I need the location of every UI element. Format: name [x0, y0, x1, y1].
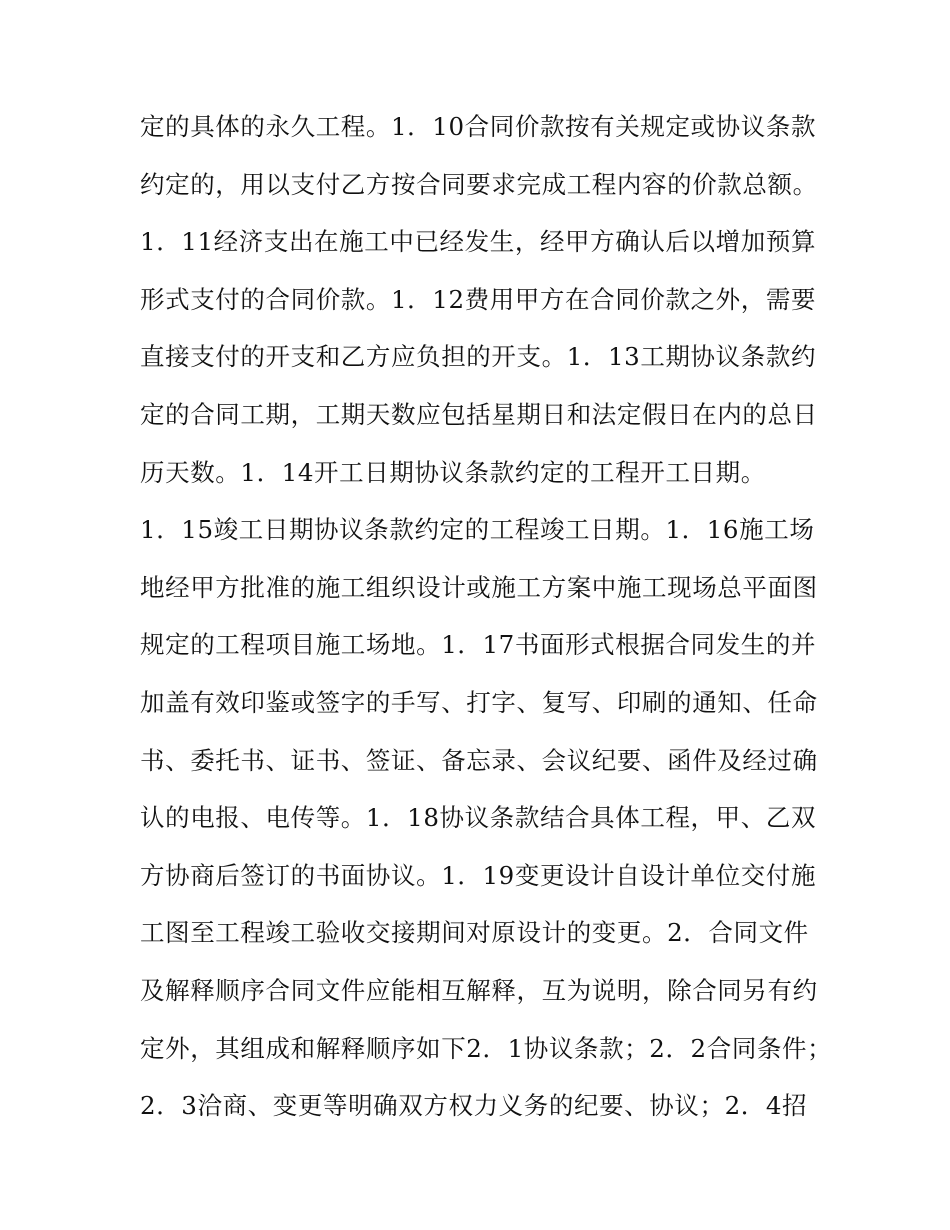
text-line: 1．15竣工日期协议条款约定的工程竣工日期。1．16施工场: [140, 515, 815, 545]
contract-body-text: [140, 98, 833, 1135]
text-line: 2．3洽商、变更等明确双方权力义务的纪要、协议；2．4招: [140, 1091, 808, 1121]
text-line: 定的具体的永久工程。1．10合同价款按有关规定或协议条款: [140, 112, 817, 141]
text-line: 1．11经济支出在施工中已经发生，经甲方确认后以增加预算: [140, 227, 817, 257]
text-line: 地经甲方批准的施工组织设计或施工方案中施工现场总平面图: [140, 572, 818, 602]
text-line: 直接支付的开支和乙方应负担的开支。1．13工期协议条款约: [140, 342, 817, 372]
text-line: 规定的工程项目施工场地。1．17书面形式根据合同发生的并: [140, 630, 817, 660]
text-line: 书、委托书、证书、签证、备忘录、会议纪要、函件及经过确: [140, 745, 818, 775]
text-line: 方协商后签订的书面协议。1．19变更设计自设计单位交付施: [140, 860, 817, 890]
text-line: 历天数。1．14开工日期协议条款约定的工程开工日期。: [140, 457, 766, 487]
text-line: 形式支付的合同价款。1．12费用甲方在合同价款之外，需要: [140, 284, 817, 314]
text-line: 定的合同工期，工期天数应包括星期日和法定假日在内的总日: [140, 399, 818, 429]
text-line: 定外，其组成和解释顺序如下2．1协议条款；2．2合同条件；: [140, 1033, 833, 1063]
text-line: 认的电报、电传等。1．18协议条款结合具体工程，甲、乙双: [140, 803, 817, 833]
text-line: 及解释顺序合同文件应能相互解释，互为说明，除合同另有约: [140, 975, 818, 1005]
text-line: 工图至工程竣工验收交接期间对原设计的变更。2．合同文件: [140, 918, 809, 948]
text-line: 约定的，用以支付乙方按合同要求完成工程内容的价款总额。: [140, 169, 818, 199]
text-line: 加盖有效印鉴或签字的手写、打字、复写、印刷的通知、任命: [140, 687, 818, 717]
